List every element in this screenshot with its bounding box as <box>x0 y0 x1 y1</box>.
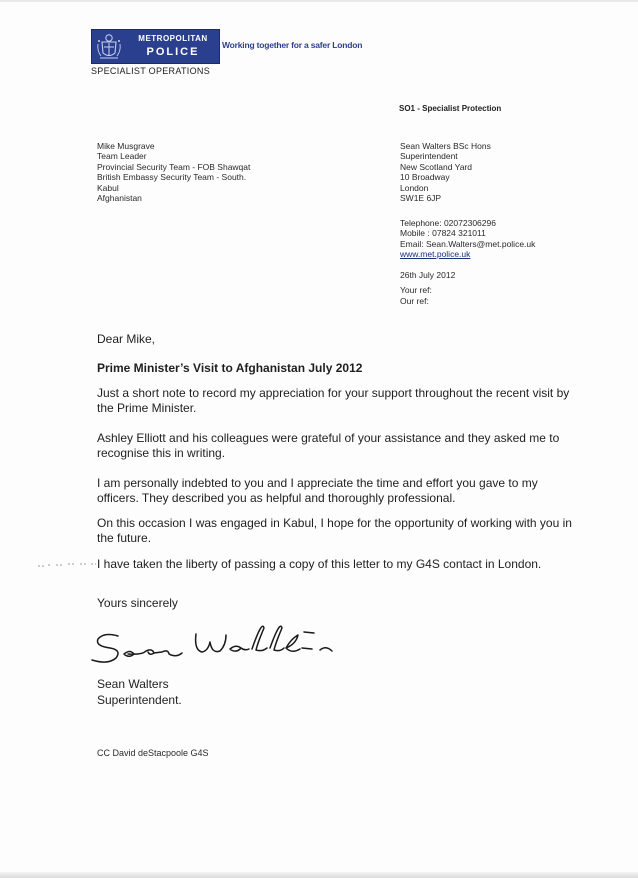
recipient-line: Team Leader <box>97 151 147 162</box>
scan-edge-bottom <box>0 872 638 878</box>
crest-icon <box>95 32 123 61</box>
scan-artifact <box>38 562 96 568</box>
cc-line: CC David deStacpoole G4S <box>97 748 209 758</box>
scan-edge-top <box>0 0 638 2</box>
salutation: Dear Mike, <box>97 332 156 346</box>
signatory-title: Superintendent. <box>97 693 182 707</box>
recipient-address <box>97 141 250 203</box>
mobile: Mobile : 07824 321011 <box>400 228 486 239</box>
recipient-line: British Embassy Security Team - South. <box>97 172 247 183</box>
body-paragraph: I have taken the liberty of passing a copy of this letter to my G4S contact in London. <box>97 557 542 571</box>
recipient-line: Mike Musgrave <box>97 141 155 151</box>
email: Email: Sean.Walters@met.police.uk <box>400 238 536 249</box>
closing: Yours sincerely <box>97 596 178 610</box>
logo-text-police: POLICE <box>146 46 200 58</box>
body-paragraph: On this occasion I was engaged in Kabul, I hope for the opportunity of working with you in the future. <box>97 516 572 545</box>
sender-line: Superintendent <box>400 151 458 162</box>
recipient-line: Kabul <box>97 182 119 193</box>
sender-line: SW1E 6JP <box>400 193 442 204</box>
letter-date: 26th July 2012 <box>400 270 456 280</box>
reference-block <box>400 270 455 306</box>
sender-line: 10 Broadway <box>400 172 450 183</box>
signatory-name: Sean Walters <box>97 677 169 691</box>
logo-text-metropolitan: METROPOLITAN <box>138 34 208 43</box>
met-police-logo <box>91 29 220 64</box>
website-link[interactable]: www.met.police.uk <box>400 249 471 260</box>
sender-line: New Scotland Yard <box>400 161 472 172</box>
body-paragraph: Just a short note to record my appreciation for your support throughout the recent visit by the Prime Minister. <box>97 386 570 415</box>
sender-line: Sean Walters BSc Hons <box>400 141 491 151</box>
recipient-line: Afghanistan <box>97 193 142 204</box>
sender-line: London <box>400 182 429 193</box>
department-name: SO1 - Specialist Protection <box>399 104 502 113</box>
recipient-line: Provincial Security Team - FOB Shawqat <box>97 161 251 172</box>
contact-details <box>400 218 535 260</box>
telephone: Telephone: 02072306296 <box>400 218 496 228</box>
body-paragraph: I am personally indebted to you and I appreciate the time and effort you gave to my officers. They described you as helpful and thoroughly professional. <box>97 476 538 505</box>
your-ref: Your ref: <box>400 285 432 296</box>
body-paragraph: Ashley Elliott and his colleagues were grateful of your assistance and they asked me to recognise this in writing. <box>97 431 560 460</box>
handwritten-signature <box>90 618 335 674</box>
sender-address <box>400 141 491 203</box>
tagline: Working together for a safer London <box>222 40 363 50</box>
our-ref: Our ref: <box>400 295 429 306</box>
unit-name: SPECIALIST OPERATIONS <box>91 66 210 76</box>
subject-line: Prime Minister’s Visit to Afghanistan July 2012 <box>97 361 363 375</box>
